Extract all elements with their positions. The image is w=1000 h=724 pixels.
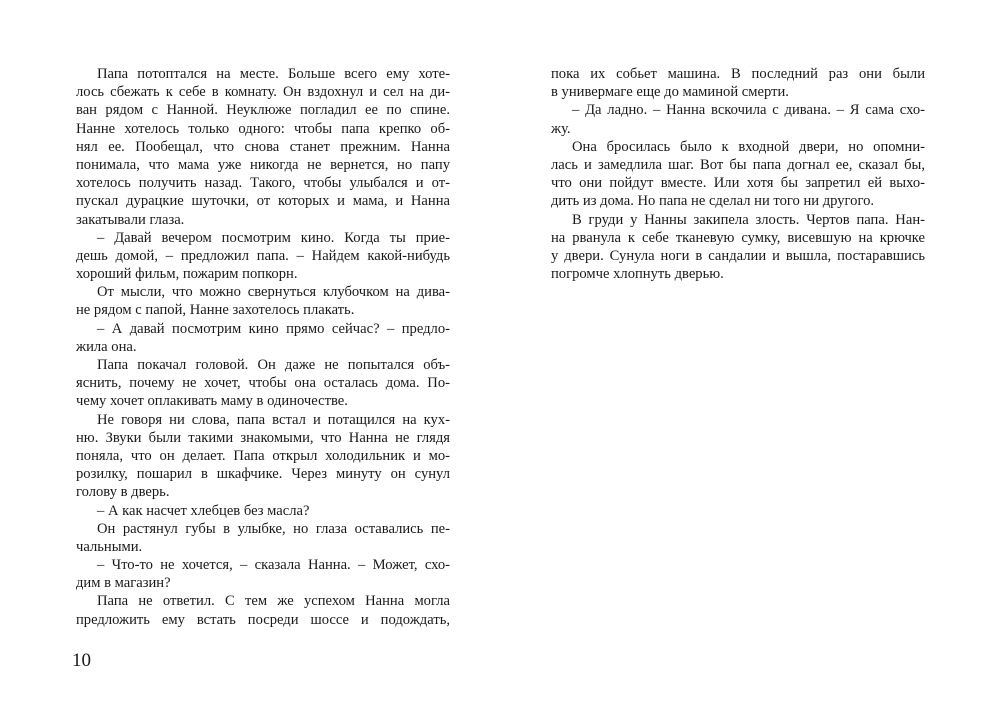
text-line: чальными.: [76, 538, 143, 555]
text-line: понимала, что мама уже никогда не вернется, но папу: [76, 156, 450, 173]
text-line: лось сбежать к себе в комнату. Он вздохнул и сел на ди-: [76, 84, 450, 101]
text-line: в универмаге еще до маминой смерти.: [551, 84, 789, 101]
text-line: нял ее. Пообещал, что снова станет прежним. Нанна: [76, 138, 450, 155]
text-line: розилку, пошарил в шкафчике. Через минуту он сунул: [76, 466, 450, 483]
text-line: Папа покачал головой. Он даже не попытался объ-: [97, 357, 450, 373]
text-line: Нанне хотелось только одного: чтобы папа крепко об-: [76, 120, 450, 137]
text-line: что они пойдут вместе. Или хотя бы запретил ей выхо-: [551, 175, 925, 192]
text-line: яснить, почему не хочет, чтобы она осталась дома. По-: [76, 375, 450, 392]
text-line: Папа потоптался на месте. Больше всего ему хоте-: [97, 66, 450, 82]
text-line: В груди у Нанны закипела злость. Чертов папа. Нан-: [572, 211, 925, 228]
text-line: ню. Звуки были такими знакомыми, что Нанна не глядя: [76, 429, 450, 446]
text-line: закатывали глаза.: [76, 211, 185, 228]
text-line: погромче хлопнуть дверью.: [551, 266, 724, 283]
text-line: не рядом с папой, Нанне захотелось плакать.: [76, 302, 355, 319]
text-line: голову в дверь.: [76, 484, 170, 501]
text-line: пока их собьет машина. В последний раз они были: [551, 66, 925, 82]
text-line: дешь домой, – предложил папа. – Найдем какой-нибудь: [76, 247, 450, 264]
text-line: От мысли, что можно свернуться клубочком на дива-: [97, 284, 450, 301]
text-line: жу.: [551, 120, 571, 137]
text-line: хороший фильм, пожарим попкорн.: [76, 266, 298, 283]
text-line: дим в магазин?: [76, 575, 171, 592]
text-line: – Давай вечером посмотрим кино. Когда ты прие-: [97, 229, 450, 246]
text-line: жила она.: [76, 338, 137, 355]
left-text-column: [76, 65, 450, 629]
text-line: ван рядом с Нанной. Неуклюже погладил ее по спине.: [76, 102, 450, 119]
text-line: у двери. Сунула ноги в сандалии и вышла, постаравшись: [551, 247, 925, 264]
text-line: предложить ему встать посреди шоссе и подождать,: [76, 611, 450, 628]
page-number: 10: [72, 650, 91, 671]
text-line: Папа не ответил. С тем же успехом Нанна могла: [97, 593, 450, 610]
text-line: на рванула к себе тканевую сумку, висевшую на крючке: [551, 229, 925, 246]
text-line: чему хочет оплакивать маму в одиночестве.: [76, 393, 348, 410]
text-line: – Да ладно. – Нанна вскочила с дивана. – Я сама схо-: [572, 102, 925, 119]
text-line: Не говоря ни слова, папа встал и потащился на кух-: [97, 411, 450, 428]
text-line: пускал дурацкие шуточки, от которых и мама, и Нанна: [76, 193, 450, 210]
right-text-column: [551, 65, 925, 283]
text-line: поняла, что он делает. Папа открыл холодильник и мо-: [76, 447, 450, 464]
text-line: Он растянул губы в улыбке, но глаза оставались пе-: [97, 520, 450, 537]
text-line: лась и замедлила шаг. Вот бы папа догнал ее, сказал бы,: [551, 156, 925, 173]
text-line: Она бросилась было к входной двери, но опомни-: [572, 138, 925, 155]
text-line: – Что-то не хочется, – сказала Нанна. – Может, схо-: [97, 557, 450, 574]
text-line: хотелось получить назад. Такого, чтобы улыбался и от-: [76, 175, 450, 192]
text-line: дить из дома. Но папа не сделал ни того ни другого.: [551, 193, 875, 210]
text-line: – А давай посмотрим кино прямо сейчас? – предло-: [97, 320, 450, 337]
text-line: – А как насчет хлебцев без масла?: [97, 502, 310, 519]
